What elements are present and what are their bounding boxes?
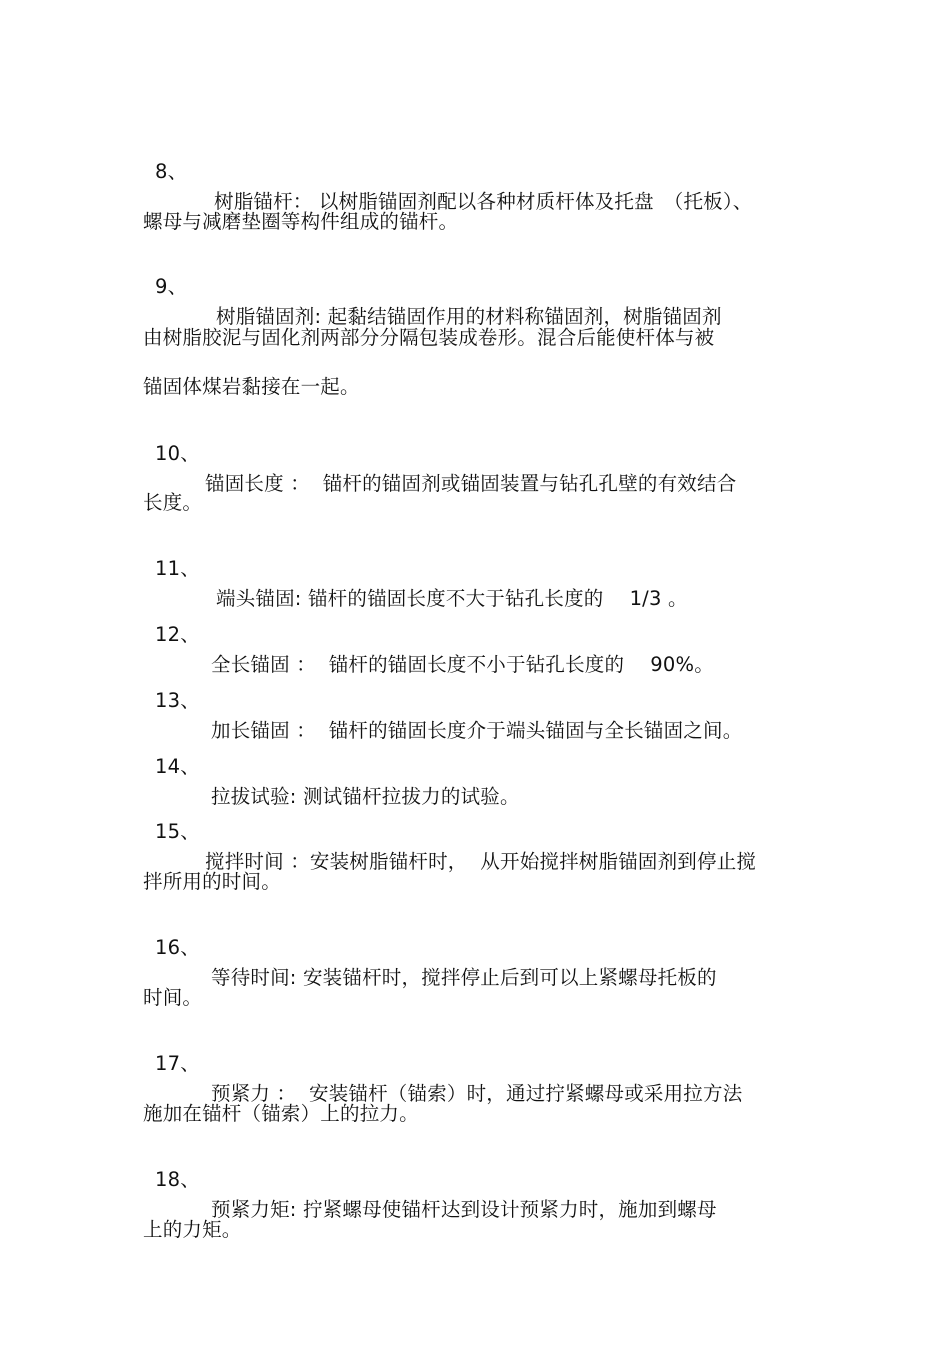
- entry-18-line-1: [0, 1135, 717, 1221]
- entry-number: 17、: [155, 1052, 200, 1075]
- entry-number: 16、: [155, 936, 200, 959]
- entry-8-line-2: [0, 177, 459, 233]
- definition-text: 时间。: [143, 986, 203, 1009]
- entry-number: 14、: [155, 755, 200, 778]
- definition-text: 端头锚固: 锚杆的锚固长度不大于钻孔长度的 1/3 。: [216, 587, 688, 610]
- definition-text: 树脂锚杆： 以树脂锚固剂配以各种材质杆体及托盘 （托板）、: [214, 190, 753, 213]
- entry-9-line-3: [0, 342, 360, 398]
- definition-text: 树脂锚固剂: 起黏结锚固作用的材料称锚固剂，树脂锚固剂: [216, 305, 722, 328]
- entry-11-line-1: [0, 524, 688, 610]
- entry-18-line-2: [0, 1185, 242, 1241]
- definition-text: 拉拔试验: 测试锚杆拉拔力的试验。: [211, 785, 520, 808]
- entry-17-line-1: [0, 1019, 743, 1105]
- entry-10-line-1: [0, 409, 737, 495]
- definition-text: 上的力矩。: [143, 1218, 242, 1241]
- entry-17-line-2: [0, 1069, 419, 1125]
- definition-text: 锚固体煤岩黏接在一起。: [143, 375, 360, 398]
- definition-text: 加长锚固 ： 锚杆的锚固长度介于端头锚固与全长锚固之间。: [211, 719, 743, 742]
- definition-text: 施加在锚杆（锚索）上的拉力。: [143, 1102, 419, 1125]
- entry-number: 15、: [155, 820, 200, 843]
- entry-8-line-1: [0, 127, 753, 213]
- definition-text: 预紧力 ： 安装锚杆（锚索）时，通过拧紧螺母或采用拉方法: [211, 1082, 743, 1105]
- entry-15-line-2: [0, 837, 281, 893]
- definition-text: 等待时间: 安装锚杆时，搅拌停止后到可以上紧螺母托板的: [211, 966, 717, 989]
- entry-number: 12、: [155, 623, 200, 646]
- definition-text: 搅拌时间 ：安装树脂锚杆时， 从开始搅拌树脂锚固剂到停止搅: [205, 850, 757, 873]
- entry-number: 13、: [155, 689, 200, 712]
- definition-text: 预紧力矩: 拧紧螺母使锚杆达到设计预紧力时，施加到螺母: [211, 1198, 717, 1221]
- definition-text: 由树脂胶泥与固化剂两部分分隔包装成卷形。混合后能使杆体与被: [143, 326, 715, 349]
- definition-text: 全长锚固 ： 锚杆的锚固长度不小于钻孔长度的 90%。: [211, 653, 714, 676]
- entry-number: 11、: [155, 557, 200, 580]
- entry-number: 8、: [155, 160, 188, 183]
- entry-16-line-2: [0, 953, 203, 1009]
- entry-number: 9、: [155, 275, 188, 298]
- entry-number: 10、: [155, 442, 200, 465]
- entry-16-line-1: [0, 903, 717, 989]
- definition-text: 锚固长度 ： 锚杆的锚固剂或锚固装置与钻孔孔壁的有效结合: [205, 472, 737, 495]
- definition-text: 长度。: [143, 491, 203, 514]
- definition-text: 螺母与减磨垫圈等构件组成的锚杆。: [143, 210, 459, 233]
- entry-10-line-2: [0, 458, 203, 514]
- entry-9-line-1: [0, 242, 722, 328]
- definition-text: 拌所用的时间。: [143, 870, 281, 893]
- entry-number: 18、: [155, 1168, 200, 1191]
